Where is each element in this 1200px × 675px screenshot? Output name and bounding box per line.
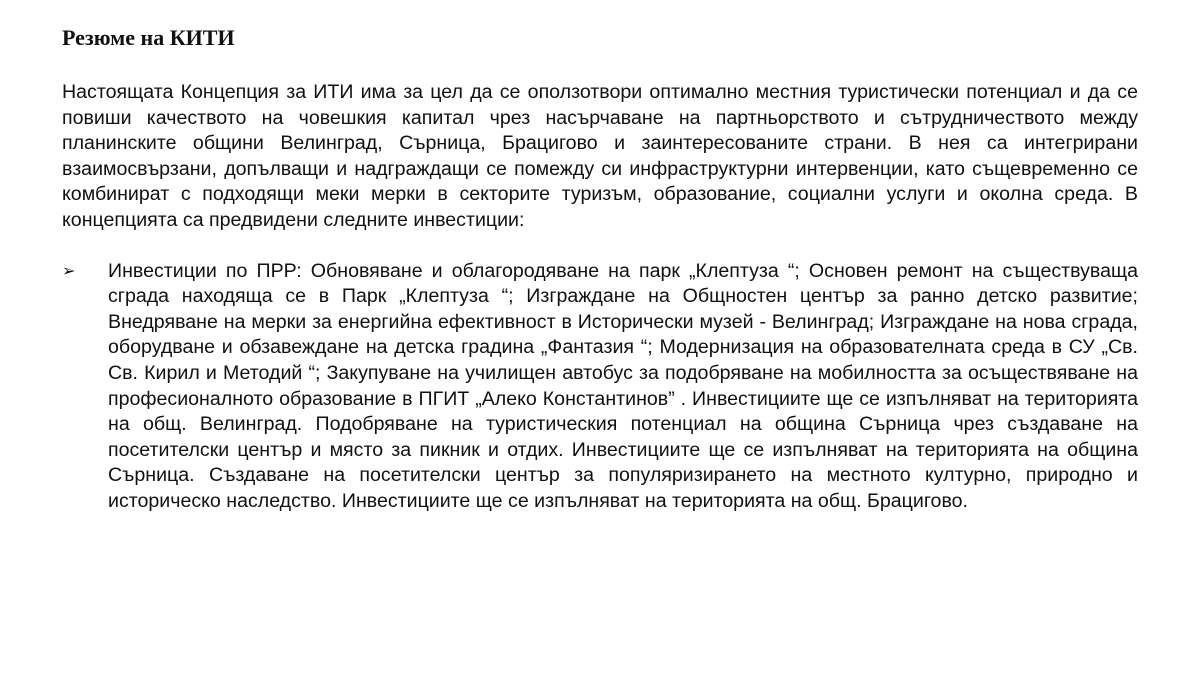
list-item bbox=[62, 259, 1138, 515]
page-title: Резюме на КИТИ bbox=[62, 25, 235, 50]
arrow-bullet-icon: ➢ bbox=[62, 262, 76, 280]
intro-paragraph: Настоящата Концепция за ИТИ има за цел да се оползотвори оптимално местния туристически потенциал и да се повиши качеството на човешкия капитал чрез насърчаване на партньорството и сътрудничеството между планинските общини Велинград, Сърница, Брацигово и заинтересованите страни. В нея са интегрирани взаимосвързани, допълващи и надграждащи се помежду си инфраструктурни интервенции, като същевременно се комбинират с подходящи меки мерки в секторите туризъм, образование, социални услуги и околна среда. В концепцията са предвидени следните инвестиции: bbox=[62, 81, 1138, 231]
bullet-text: Инвестиции по ПРР: Обновяване и облагородяване на парк „Клептуза “; Основен ремонт на съществуваща сграда находяща се в Парк „Клептуза “; Изграждане на Общностен център за ранно детско развитие; Внедряване на мерки за енергийна ефективност в Исторически музей - Велинград; Изграждане на нова сграда, оборудване и обзавеждане на детска градина „Фантазия “; Модернизация на образователната среда в СУ „Св. Св. Кирил и Методий “; Закупуване на училищен автобус за подобряване на мобилността за осъществяване на професионалното образование в ПГИТ „Алеко Константинов” . Инвестициите ще се изпълняват на територията на общ. Велинград. Подобряване на туристическия потенциал на община Сърница чрез създаване на посетителски център и място за пикник и отдих. Инвестициите ще се изпълняват на територията на община Сърница. Създаване на посетителски център за популяризирането на местното културно, природно и историческо наследство. Инвестициите ще се изпълняват на територията на общ. Брацигово. bbox=[108, 259, 1138, 512]
